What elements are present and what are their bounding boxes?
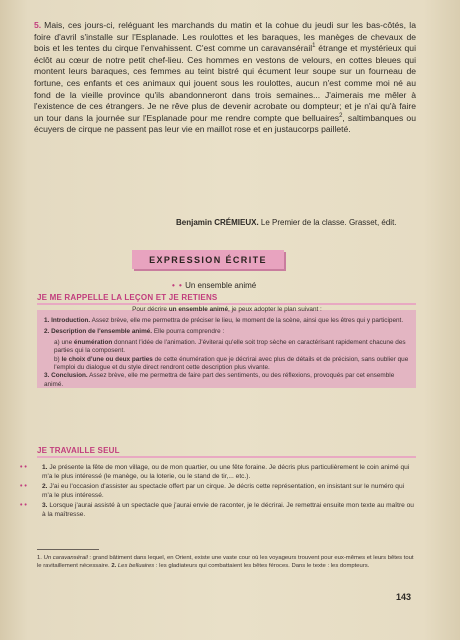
lesson-heading: JE ME RAPPELLE LA LEÇON ET JE RETIENS [37,293,218,302]
section-subtitle [172,281,256,290]
lesson-point-3-text: Assez brève, elle me permettra de faire part des sentiments, ou des réflexions, provoqués par cet ensemble animé. [44,372,395,388]
publisher: Grasset, édit. [346,218,397,227]
footnote-divider [37,549,99,550]
exercise-text: J'ai eu l'occasion d'assister au spectacle offert par un cirque. Je décris cette représentation, en insistant sur le numéro qui m'a le plus intéressé. [42,483,405,499]
lesson-point-3 [44,372,410,389]
author-name: Benjamin CRÉMIEUX. [176,218,259,227]
lesson-point-2-number: 2. [44,327,50,335]
footnotes [37,555,416,570]
passage-text-part-2: étrange et mystérieux qui éclôt au cœur de notre petit chef-lieu. Ces hommes en vestons de velours, en cottes bleues qui montent leurs baraques, ces femmes au teint bistré qui écument leur soupe sur un fourneau de fortune, ces enfants et ces animaux qui jouent sous les roulottes, aucun n'est comme moi né au fond de la vieille province qu'ils abandonneront dans trois semaines... J'aimerais me mêler à l'existence de ces étrangers. Je ne rêve plus de devenir acrobate ou dompteur; et je n'ai qu'à faire un tour dans la journée sur l'Esplanade pour me rendre compte que belluaires [34,43,416,123]
exercises-heading: JE TRAVAILLE SEUL [37,446,120,455]
lesson-point-2a-text: donnant l'idée de l'animation. J'éviterai qu'elle soit trop sèche en caractérisant rapidement chacune des parties qui la composent. [54,338,406,355]
lesson-point-2 [44,328,410,336]
difficulty-dots: • • [20,464,27,471]
passage-text-part-1: Mais, ces jours-ci, reléguant les marchands du matin et la cohue du jeudi sur les bas-côtés, la foire d'avril s'installe sur l'Esplanade. Les roulottes et les baraques, les manèges de chevaux de bois et les tentes du cirque l'envahissent. C'est comme un caravansérail [34,20,416,54]
lesson-intro [44,306,410,314]
reading-passage [34,20,416,136]
lesson-point-2b-text: de cette énumération que je décrirai avec plus de détails et de précision, sans oublier que l'emploi du dialogue et du style direct rendront cette description plus vivante. [54,355,409,371]
footnote-2-number: 2. [109,562,117,569]
difficulty-dots: • • [20,483,27,491]
lesson-point-2-text: Elle pourra comprendre : [152,327,225,335]
work-title: Le Premier de la classe. [258,218,347,227]
lesson-intro-keyword: un ensemble animé [168,306,229,313]
passage-attribution [176,218,416,227]
footnote-ref-2: 2 [339,112,343,119]
footnote-1-number: 1. [37,555,42,561]
page-number: 143 [396,592,412,602]
lesson-point-1-number: 1. [44,316,50,324]
exercise-item [20,483,414,500]
footnote-1-text: : grand bâtiment dans lequel, en Orient, existe une vaste cour où les voyageurs trouvent pour eux-mêmes et leurs bêtes tout le ravitaillement nécessaire. [37,555,414,569]
lesson-point-2a-keyword: énumération [73,338,113,346]
lesson-point-1-text: Assez brève, elle me permettra de préciser le lieu, le moment de la scène, ainsi que les êtres qui y participent. [90,316,404,324]
lesson-intro-text: Pour décrire [132,306,169,313]
passage-text-part-3: , saltimbanques ou écuyers de cirque ne passent pas leur vie en maillot rose et en justaucorps pailleté. [34,112,416,135]
lesson-point-2b [44,356,410,373]
lesson-heading-rule [37,303,416,305]
lesson-point-1-title: Introduction. [51,316,91,324]
subtitle-text: Un ensemble animé [185,281,257,290]
difficulty-dots: • • [20,502,27,510]
lesson-point-1 [44,317,410,325]
exercise-number: 2. [42,483,48,491]
lesson-intro-text-end: , je peux adopter le plan suivant : [228,306,322,313]
lesson-point-3-title: Conclusion. [51,372,88,380]
footnote-2-term: Les belluaires [117,562,155,569]
footnote-1-term: Un caravansérail [43,555,88,561]
exercise-number: 1. [42,464,48,471]
exercise-number: 3. [42,502,48,510]
footnote-2-text: : les gladiateurs qui combattaient les bêtes féroces. Dans le texte : les dompteurs. [154,562,370,569]
footnote-ref-1: 1 [312,43,316,50]
exercise-item [20,464,414,481]
lesson-point-2b-prefix: b) [54,355,62,363]
lesson-point-2a [44,339,410,356]
exercise-text: Je présente la fête de mon village, ou de mon quartier, ou une fête foraine. Je décris plus particulièrement le coin animé qui m'a le plus intéressé (le manège, ou la loterie, ou le stand de tir,... etc.). [42,464,410,480]
exercise-list [20,464,414,522]
lesson-point-2b-keyword: le choix d'une ou deux parties [61,355,153,363]
lesson-point-3-number: 3. [44,372,50,380]
lesson-content [44,306,410,392]
section-title-banner: EXPRESSION ÉCRITE [132,250,284,269]
passage-number: 5. [34,20,42,30]
exercise-item [20,502,414,519]
exercises-heading-rule [37,456,416,458]
lesson-point-2-title: Description de l'ensemble animé. [51,327,153,335]
exercise-text: Lorsque j'aurai assisté à un spectacle que j'aurai envie de raconter, je le décrirai. Je remettrai ensuite mon texte au maître ou à la maîtresse. [42,502,414,518]
difficulty-dots: • • [172,281,183,290]
lesson-point-2a-prefix: a) une [54,338,74,346]
